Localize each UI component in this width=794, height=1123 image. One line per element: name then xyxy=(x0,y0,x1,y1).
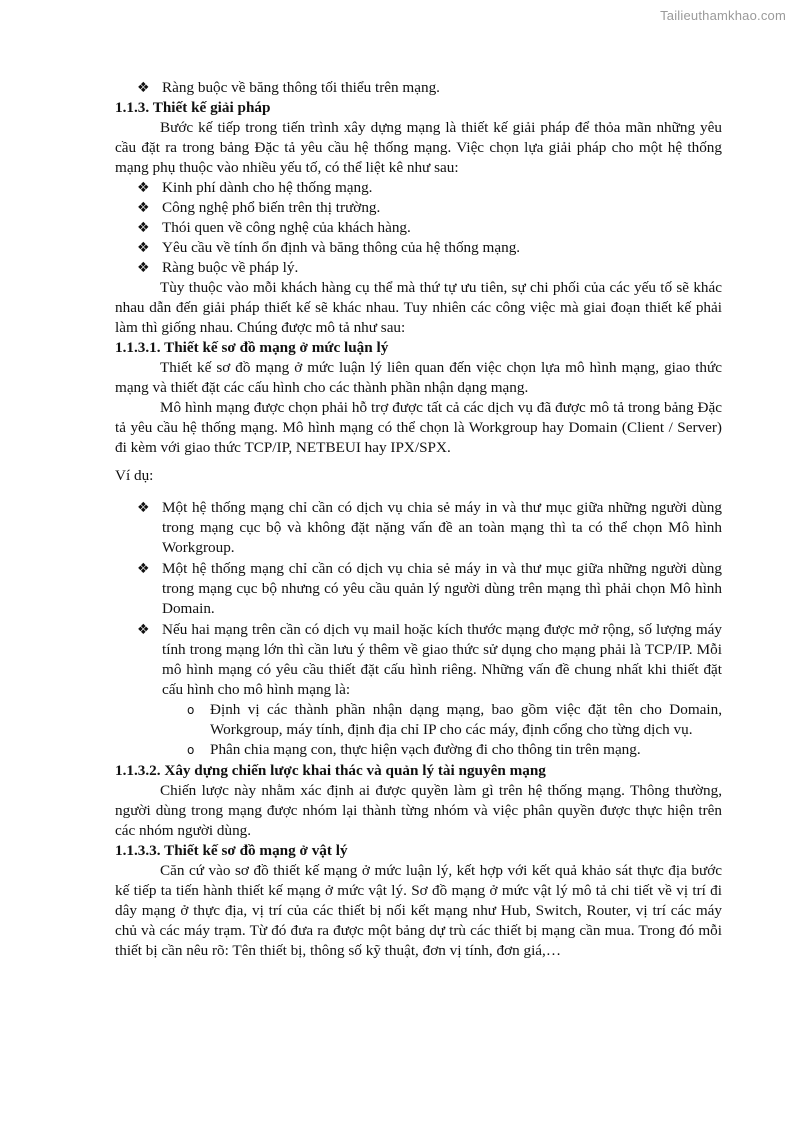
diamond-bullet-icon: ❖ xyxy=(137,220,150,236)
section-heading-1-1-3-2: 1.1.3.2. Xây dựng chiến lược khai thác và quản lý tài nguyên mạng xyxy=(115,762,546,779)
diamond-bullet-icon: ❖ xyxy=(137,500,150,516)
paragraph: Mô hình mạng được chọn phải hỗ trợ được tất cả các dịch vụ đã được mô tả trong bảng Đặc tả yêu cầu hệ thống mạng. Mô hình mạng có thể chọn là Workgroup hay Domain (Client / Server) đi kèm với giao thức TCP/IP, NETBEUI hay IPX/SPX. xyxy=(115,399,722,456)
paragraph: Căn cứ vào sơ đồ thiết kế mạng ở mức luận lý, kết hợp với kết quả khảo sát thực địa bước kế tiếp ta tiến hành thiết kế mạng ở mức vật lý. Sơ đồ mạng ở mức vật lý mô tả chi tiết về vị trí đi dây mạng ở thực địa, vị trí của các thiết bị nối kết mạng như Hub, Switch, Router, vị trí các máy chủ và các máy trạm. Từ đó đưa ra được một bảng dự trù các thiết bị mạng cần mua. Trong đó mỗi thiết bị cần nêu rõ: Tên thiết bị, thông số kỹ thuật, đơn vị tính, đơn giá,… xyxy=(115,862,722,959)
example-list xyxy=(115,498,722,760)
paragraph: Bước kế tiếp trong tiến trình xây dựng mạng là thiết kế giải pháp để thỏa mãn những yêu cầu đặt ra trong bảng Đặc tả yêu cầu hệ thống mạng. Việc chọn lựa giải pháp cho một hệ thống mạng phụ thuộc vào nhiều yếu tố, có thể liệt kê như sau: xyxy=(115,119,722,176)
diamond-bullet-icon: ❖ xyxy=(137,260,150,276)
list-item: ❖ Yêu cầu về tính ổn định và băng thông của hệ thống mạng. xyxy=(137,239,521,256)
diamond-bullet-icon: ❖ xyxy=(137,622,150,638)
list-item: ❖ Một hệ thống mạng chỉ cần có dịch vụ chia sẻ máy in và thư mục giữa những người dùng trong mạng cục bộ và không đặt nặng vấn đề an toàn mạng thì ta có thể chọn Mô hình Workgroup. xyxy=(137,499,722,556)
watermark: Tailieuthamkhao.com xyxy=(660,8,786,23)
config-sub-list xyxy=(162,700,722,760)
intro-bullet-list xyxy=(115,78,722,98)
document-page xyxy=(115,78,722,961)
sub-list-item: o Phân chia mạng con, thực hiện vạch đường đi cho thông tin trên mạng. xyxy=(187,741,641,758)
diamond-bullet-icon: ❖ xyxy=(137,561,150,577)
section-heading-1-1-3-3: 1.1.3.3. Thiết kế sơ đồ mạng ở vật lý xyxy=(115,842,348,859)
list-item: ❖ Ràng buộc về băng thông tối thiểu trên mạng. xyxy=(137,79,440,96)
section-heading-1-1-3: 1.1.3. Thiết kế giải pháp xyxy=(115,99,271,116)
circle-bullet-icon: o xyxy=(187,703,195,717)
list-item: ❖ Thói quen về công nghệ của khách hàng. xyxy=(137,219,411,236)
list-item: ❖ Kinh phí dành cho hệ thống mạng. xyxy=(137,179,373,196)
paragraph: Tùy thuộc vào mỗi khách hàng cụ thể mà thứ tự ưu tiên, sự chi phối của các yếu tố sẽ khác nhau dẫn đến giải pháp thiết kế sẽ khác nhau. Tuy nhiên các công việc mà giai đoạn thiết kế phải làm thì giống nhau. Chúng được mô tả như sau: xyxy=(115,279,722,336)
list-item: ❖ Một hệ thống mạng chỉ cần có dịch vụ chia sẻ máy in và thư mục giữa những người dùng trong mạng cục bộ nhưng có yêu cầu quản lý người dùng trên mạng thì phải chọn Mô hình Domain. xyxy=(137,560,722,617)
example-label: Ví dụ: xyxy=(115,467,154,484)
diamond-bullet-icon: ❖ xyxy=(137,180,150,196)
section-heading-1-1-3-1: 1.1.3.1. Thiết kế sơ đồ mạng ở mức luận lý xyxy=(115,339,389,356)
diamond-bullet-icon: ❖ xyxy=(137,80,150,96)
factor-list xyxy=(115,178,722,278)
paragraph: Thiết kế sơ đồ mạng ở mức luận lý liên quan đến việc chọn lựa mô hình mạng, giao thức mạng và thiết đặt các cấu hình cho các thành phần nhận dạng mạng. xyxy=(115,359,722,396)
diamond-bullet-icon: ❖ xyxy=(137,200,150,216)
list-item: ❖ Ràng buộc về pháp lý. xyxy=(137,259,299,276)
paragraph: Chiến lược này nhằm xác định ai được quyền làm gì trên hệ thống mạng. Thông thường, người dùng trong mạng được nhóm lại thành từng nhóm và việc phân quyền được thực hiện trên các nhóm người dùng. xyxy=(115,782,722,839)
sub-list-item: o Định vị các thành phần nhận dạng mạng, bao gồm việc đặt tên cho Domain, Workgroup, máy tính, định địa chỉ IP cho các máy, định cổng cho từng dịch vụ. xyxy=(187,701,722,738)
list-item: ❖ Nếu hai mạng trên cần có dịch vụ mail hoặc kích thước mạng được mở rộng, số lượng máy tính trong mạng lớn thì cần lưu ý thêm về giao thức sử dụng cho mạng phải là TCP/IP. Mỗi mô hình mạng có yêu cầu thiết đặt cấu hình riêng. Những vấn đề chung nhất khi thiết đặt cấu hình cho mô hình mạng là: o Định vị các thành phần nhận dạng mạng, bao gồm việc đặt tên cho Domain, Workgroup, máy tính, định địa chỉ IP cho các máy, định cổng cho từng dịch vụ. o Phân chia mạng con, thực hiện vạch đường đi cho thông tin trên mạng. xyxy=(137,621,722,758)
diamond-bullet-icon: ❖ xyxy=(137,240,150,256)
list-item: ❖ Công nghệ phổ biến trên thị trường. xyxy=(137,199,381,216)
circle-bullet-icon: o xyxy=(187,743,195,757)
